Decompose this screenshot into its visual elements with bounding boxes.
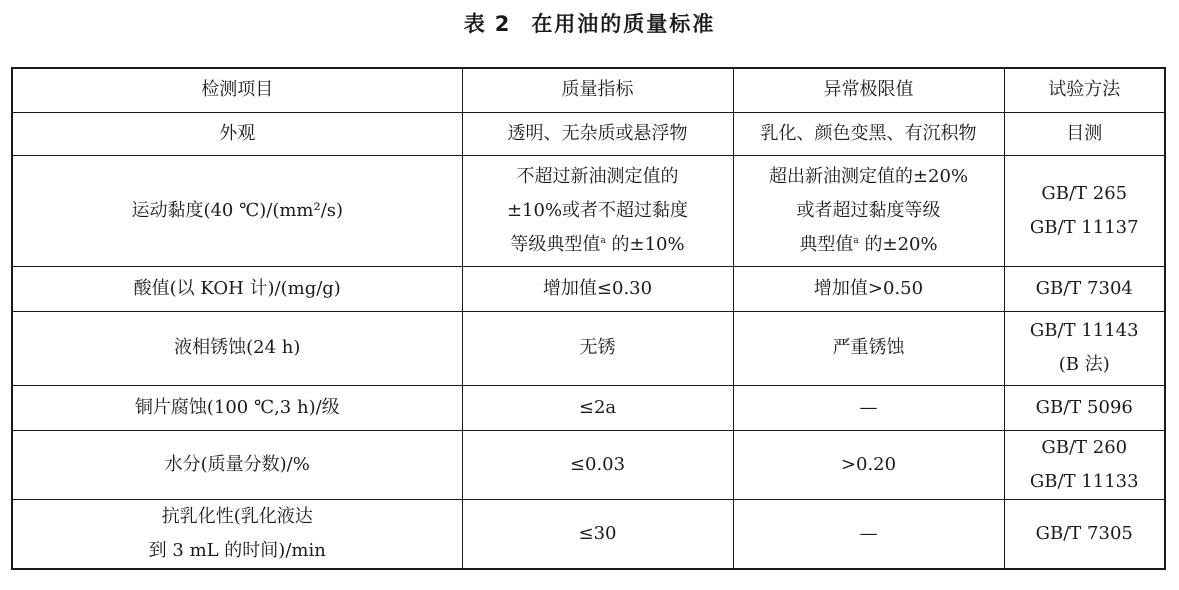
cell-method: GB/T 7305 <box>1004 499 1165 569</box>
table-title-prefix: 表 <box>463 12 487 36</box>
cell-limit: 乳化、颜色变黑、有沉积物 <box>733 112 1004 155</box>
cell-method: GB/T 7304 <box>1004 266 1165 311</box>
cell-line: 超出新油测定值的±20% <box>768 165 969 187</box>
cell-line: GB/T 265 <box>1041 182 1128 204</box>
cell-item: 外观 <box>12 112 462 155</box>
cell-method <box>1004 311 1165 385</box>
cell-method: 目测 <box>1004 112 1165 155</box>
cell-quality: 透明、无杂质或悬浮物 <box>462 112 733 155</box>
cell-item: 液相锈蚀(24 h) <box>12 311 462 385</box>
table-title-number: 2 <box>494 12 512 36</box>
cell-item: 水分(质量分数)/% <box>12 430 462 499</box>
cell-item: 铜片腐蚀(100 ℃,3 h)/级 <box>12 385 462 430</box>
cell-quality: ≤30 <box>462 499 733 569</box>
cell-line: 或者超过黏度等级 <box>796 199 941 221</box>
header-limit: 异常极限值 <box>733 68 1004 112</box>
cell-line: GB/T 11133 <box>1029 470 1139 492</box>
table-row <box>12 499 1165 569</box>
cell-method <box>1004 155 1165 266</box>
cell-line: GB/T 11137 <box>1029 216 1139 238</box>
quality-standard-table <box>11 67 1166 570</box>
cell-limit: — <box>733 499 1004 569</box>
table-row <box>12 266 1165 311</box>
cell-line: ±10%或者不超过黏度 <box>506 199 689 221</box>
cell-item: 运动黏度(40 ℃)/(mm²/s) <box>12 155 462 266</box>
cell-line: GB/T 11143 <box>1029 320 1139 341</box>
cell-line: 到 3 mL 的时间)/min <box>148 539 326 561</box>
cell-method <box>1004 430 1165 499</box>
cell-line: GB/T 260 <box>1041 436 1128 458</box>
cell-line: 抗乳化性(乳化液达 <box>161 505 313 527</box>
table-row <box>12 112 1165 155</box>
table-title-text: 在用油的质量标准 <box>531 12 716 36</box>
cell-line: 典型值$^a$ 的±20% <box>799 233 938 255</box>
cell-limit <box>733 155 1004 266</box>
cell-limit: — <box>733 385 1004 430</box>
table-title <box>0 4 1179 44</box>
table-row <box>12 311 1165 385</box>
cell-quality: 无锈 <box>462 311 733 385</box>
cell-quality: 增加值≤0.30 <box>462 266 733 311</box>
cell-quality: ≤2a <box>462 385 733 430</box>
cell-method: GB/T 5096 <box>1004 385 1165 430</box>
cell-limit: 增加值>0.50 <box>733 266 1004 311</box>
cell-limit: >0.20 <box>733 430 1004 499</box>
header-quality: 质量指标 <box>462 68 733 112</box>
cell-quality <box>462 155 733 266</box>
cell-line: 不超过新油测定值的 <box>516 165 679 187</box>
table-row <box>12 155 1165 266</box>
footnote-mark: a <box>853 235 859 246</box>
footnote-mark: a <box>600 235 606 246</box>
header-item: 检测项目 <box>12 68 462 112</box>
table-row <box>12 385 1165 430</box>
table-header-row <box>12 68 1165 112</box>
cell-line: 等级典型值$^a$ 的±10% <box>510 233 685 255</box>
table-row <box>12 430 1165 499</box>
cell-item <box>12 499 462 569</box>
cell-limit: 严重锈蚀 <box>733 311 1004 385</box>
header-method: 试验方法 <box>1004 68 1165 112</box>
cell-item: 酸值(以 KOH 计)/(mg/g) <box>12 266 462 311</box>
cell-quality: ≤0.03 <box>462 430 733 499</box>
cell-line: (B 法) <box>1058 354 1110 375</box>
